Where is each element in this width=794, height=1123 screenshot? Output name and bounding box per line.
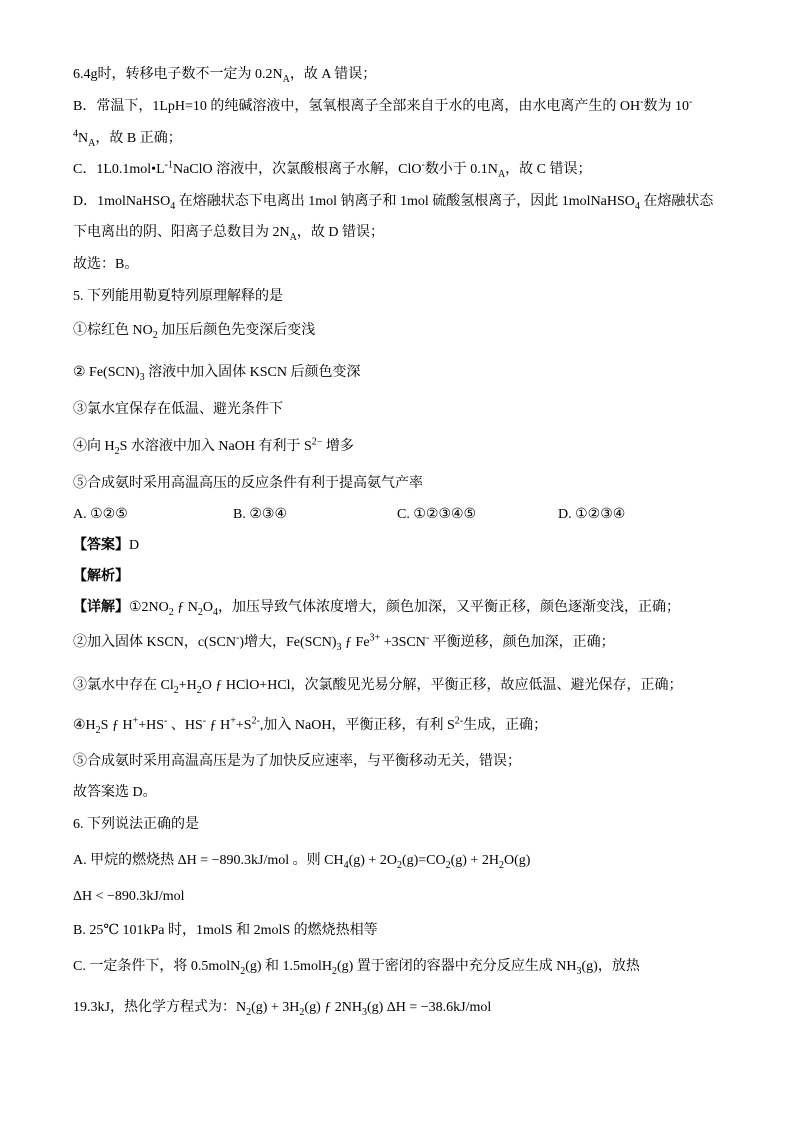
subscript: A [497,168,506,180]
q5-detail-1 [73,598,680,618]
text-run: (g) ΔH = −38.6kJ/mol [366,1000,492,1015]
subscript: 3 [576,965,582,977]
q4-option-d-line-2 [73,223,384,243]
text-run: (g)，放热 [581,959,640,974]
text-run: D．1molNaHSO [73,194,171,209]
q5-detail-2 [73,633,615,653]
subscript: 2 [114,445,120,457]
text-run: 在熔融状态下电离出 1mol 钠离子和 1mol 硫酸氢根离子，因此 1molNaHSO [175,194,635,209]
q5-detail-4 [73,716,547,736]
text-run: ƒ N [173,600,198,615]
subscript: 2 [95,724,101,736]
text-run: 数小于 0.1N [424,162,498,177]
subscript: 2 [246,1006,252,1018]
subscript: 4 [634,200,640,212]
subscript: 2 [168,606,174,618]
superscript: 3+ [369,632,381,644]
q6-option-a-line-1 [73,851,530,871]
text-run: 6.4g时，转移电子数不一定为 0.2N [73,67,283,82]
text-run: ƒ H [206,718,231,733]
text-run: ④H [73,718,96,733]
text-run: ΔH < −890.3kJ/mol [73,889,185,904]
superscript: - [235,632,240,644]
subscript: 3 [139,371,145,383]
superscript: + [230,715,236,727]
subscript: 2 [240,965,246,977]
text-run: ⑤合成氨时采用高温高压的反应条件有利于提高氨气产率 [73,476,423,491]
text-run: ，故 A 错误； [289,67,377,82]
text-run: ，故 B 正确； [95,131,182,146]
q6-option-b [73,921,378,941]
subscript: 2 [173,684,179,696]
text-run: ,加入 NaOH，平衡正移，有利 S [259,718,455,733]
superscript: - [164,715,168,727]
text-run: (g) + 2O [348,853,397,868]
superscript: - [425,632,430,644]
superscript: - [688,96,693,108]
text-run: 溶液中加入固体 KSCN 后颜色变深 [144,365,361,380]
subscript: 3 [336,641,342,653]
text-run: ② Fe(SCN) [73,365,140,380]
subscript: 2 [445,859,451,871]
text-run: 、HS [167,718,203,733]
text-run: 6. 下列说法正确的是 [73,817,199,832]
text-run: 加压后颜色先变深后变浅 [157,323,316,338]
q5-choice-b: B. ②③④ [233,507,287,522]
text-run: O [202,600,214,615]
text-run: ③氯水中存在 Cl [73,678,174,693]
q5-choice-d: D. ①②③④ [558,507,626,522]
q5-item-2 [73,363,360,383]
q6-option-a-line-2 [73,887,185,907]
text-run: 下电离出的阴、阳离子总数目为 2N [73,225,290,240]
q6-option-c-line-2 [73,998,491,1018]
text-run: O ƒ HClO+HCl，次氯酸见光易分解，平衡正移，故应低温、避光保存，正确； [201,678,683,693]
text-run: ①棕红色 NO [73,323,153,338]
text-run: (g) 置于密闭的容器中充分反应生成 NH [336,959,577,974]
superscript: -1 [164,159,173,171]
subscript: A [289,231,297,243]
text-run: ②加入固体 KSCN，c(SCN [73,635,236,650]
superscript: 2− [311,436,323,448]
subscript: 3 [361,1006,367,1018]
q5-item-3 [73,400,283,420]
text-run: B. 25℃ 101kPa 时，1molS 和 2molS 的燃烧热相等 [73,923,378,938]
text-run: 19.3kJ，热化学方程式为：N [73,1000,247,1015]
text-run: 故答案选 D。 [73,785,157,800]
q5-detail-5 [73,752,521,772]
text-run: 在熔融状态 [639,194,714,209]
text-run: +HS [138,718,165,733]
question-5-stem [73,287,283,307]
subscript: 2 [299,1006,305,1018]
bold-label: 【详解】 [73,600,129,615]
q5-conclusion [73,783,157,803]
text-run: (g)=CO [401,853,446,868]
superscript: - [640,96,644,108]
q6-option-c-line-1 [73,957,640,977]
text-run: (g) + 3H [251,1000,300,1015]
text-run: B．常温下，1LpH=10 的纯碱溶液中，氢氧根离子全部来自于水的电离，由水电离产生的 OH [73,99,641,114]
text-run: ①2NO [129,600,169,615]
q4-conclusion [73,255,138,275]
subscript: 2 [196,684,202,696]
text-run: D [129,538,140,553]
text-run: ，故 C 错误； [505,162,592,177]
text-run: (g) + 2H [450,853,499,868]
text-run: 数为 10 [643,99,689,114]
text-run: ⑤合成氨时采用高温高压是为了加快反应速率，与平衡移动无关，错误； [73,754,521,769]
text-run: +H [178,678,197,693]
q4-explanation-line-1 [73,65,376,85]
text-run: ƒ Fe [341,635,370,650]
subscript: A [282,73,290,85]
q5-item-1 [73,321,315,341]
superscript: 2- [251,715,260,727]
subscript: 2 [197,606,203,618]
text-run: 增多 [322,439,354,454]
text-run: ，故 D 错误； [296,225,384,240]
question-6-stem [73,815,199,835]
text-run: C．1L0.1mol•L [73,162,165,177]
subscript: 4 [213,606,219,618]
text-run: S 水溶液中加入 NaOH 有利于 S [119,439,312,454]
bold-label: 【答案】 [73,538,129,553]
text-run: A. 甲烷的燃烧热 ΔH = −890.3kJ/mol 。则 CH [73,853,344,868]
superscript: - [202,715,207,727]
text-run: S ƒ H [100,718,133,733]
q5-detail-3 [73,676,683,696]
q4-option-c [73,160,592,180]
superscript: - [421,159,425,171]
subscript: 4 [343,859,349,871]
q4-option-d-line-1 [73,192,713,212]
text-run: 平衡逆移，颜色加深，正确； [429,635,615,650]
text-run: 故选：B。 [73,257,139,272]
subscript: 2 [331,965,337,977]
text-run: )增大，Fe(SCN) [239,635,337,650]
q4-option-b-line-2 [73,129,182,149]
q5-choice-c: C. ①②③④⑤ [397,507,477,522]
text-run: 5. 下列能用勒夏特列原理解释的是 [73,289,283,304]
superscript: 2- [454,715,464,727]
q5-answer [73,536,139,556]
text-run: 生成，正确； [463,718,548,733]
subscript: 2 [152,329,158,341]
text-run: ④向 H [73,439,115,454]
text-run: ，加压导致气体浓度增大，颜色加深，又平衡正移，颜色逐渐变浅，正确； [218,600,681,615]
subscript: 4 [170,200,176,212]
text-run: (g) 和 1.5molH [245,959,332,974]
text-run: NaClO 溶液中，次氯酸根离子水解，ClO [172,162,422,177]
text-run: +3SCN [380,635,426,650]
subscript: A [88,137,96,149]
q5-item-4 [73,437,354,457]
superscript: + [132,715,139,727]
text-run: N [78,131,89,146]
subscript: 2 [498,859,504,871]
subscript: 2 [396,859,402,871]
text-run: ③氯水宜保存在低温、避光条件下 [73,402,283,417]
text-run: C. 一定条件下，将 0.5molN [73,959,241,974]
bold-label: 【解析】 [73,569,129,584]
text-run: O(g) [503,853,531,868]
q4-option-b-line-1 [73,97,692,117]
q5-analysis-label [73,567,129,587]
superscript: 4 [73,128,78,140]
q5-choice-a: A. ①②⑤ [73,507,128,522]
text-run: +S [235,718,252,733]
q5-item-5 [73,474,423,494]
text-run: (g) ƒ 2NH [304,1000,362,1015]
